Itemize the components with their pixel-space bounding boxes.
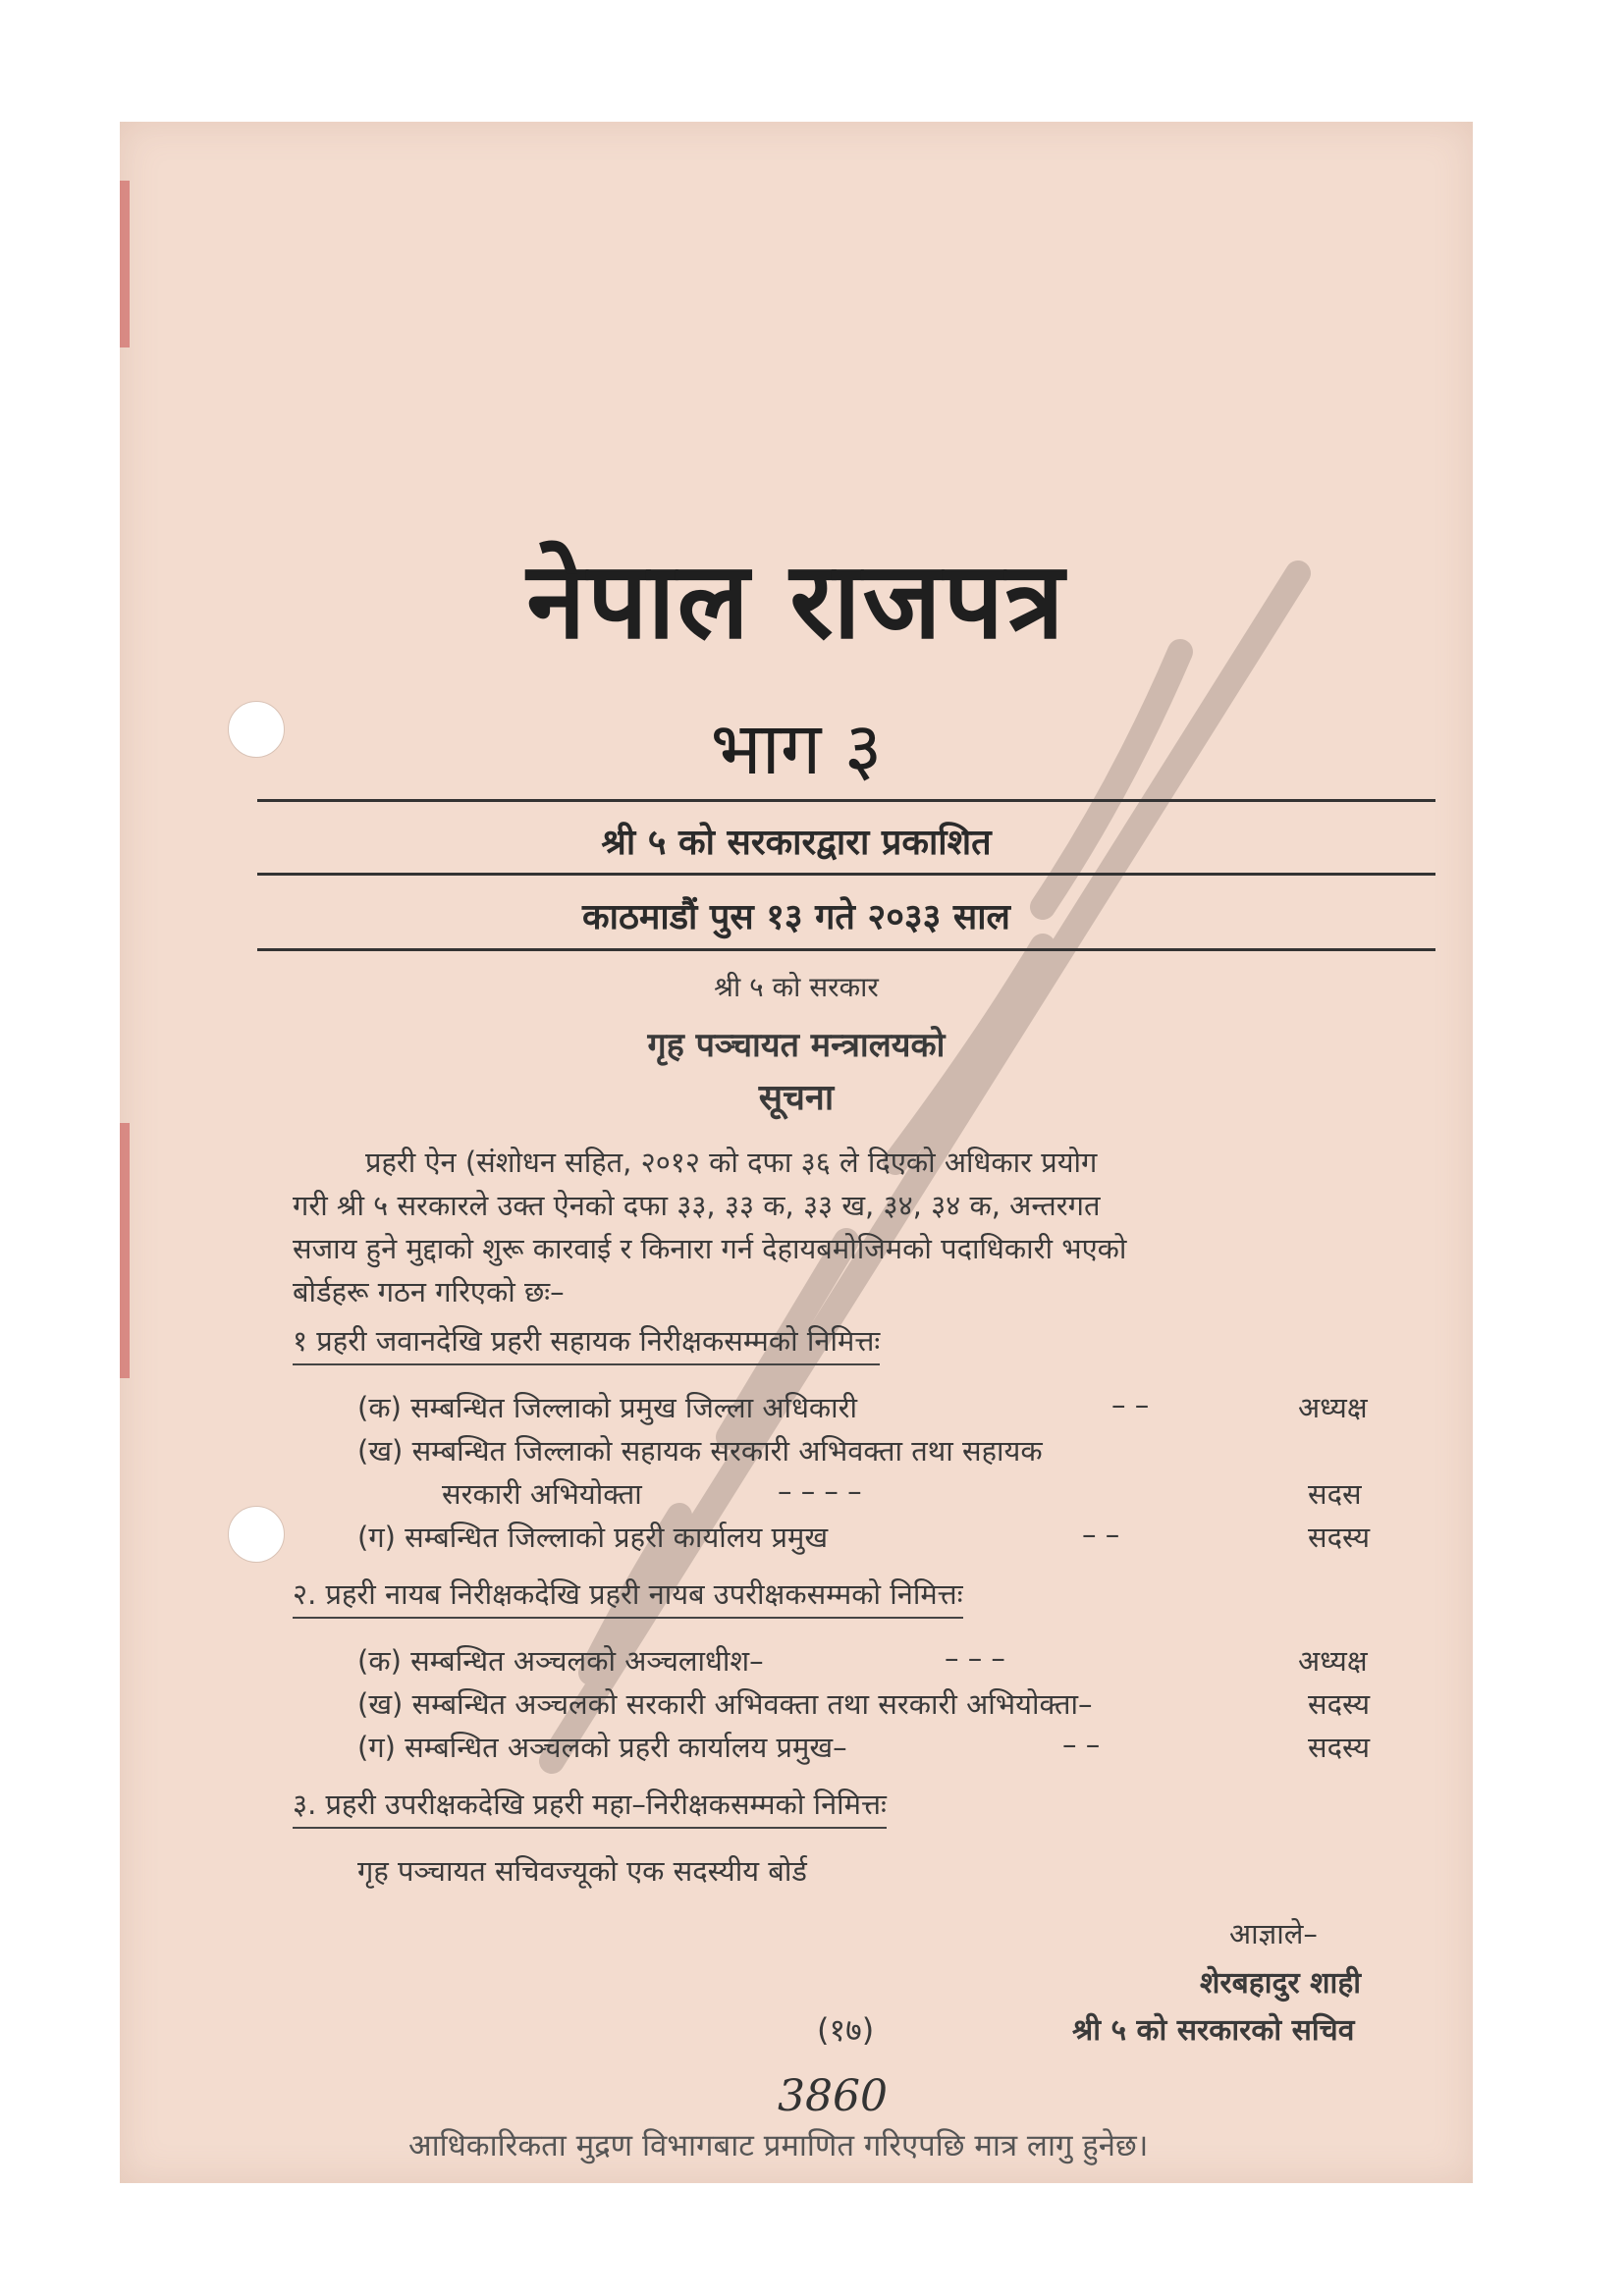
intro-line: सजाय हुने मुद्दाको शुरू कारवाई र किनारा गर्न देहायबमोजिमको पदाधिकारी भएको [293, 1232, 1127, 1265]
list-item: (ग) सम्बन्धित अञ्चलको प्रहरी कार्यालय प्रमुख– [357, 1731, 847, 1764]
list-dashes: – – [1062, 1728, 1101, 1761]
divider [257, 948, 1435, 951]
list-dashes: – – [1111, 1388, 1150, 1421]
list-item: सरकारी अभियोक्ता [442, 1477, 642, 1511]
list-item: (क) सम्बन्धित जिल्लाको प्रमुख जिल्ला अधिकारी [357, 1391, 858, 1424]
section-heading: २. प्रहरी नायब निरीक्षकदेखि प्रहरी नायब उपरीक्षकसम्मको निमित्तः [293, 1575, 963, 1619]
authentication-footer: आधिकारिकता मुद्रण विभागबाट प्रमाणित गरिएपछि मात्र लागु हुनेछ। [408, 2128, 1149, 2163]
section-heading: ३. प्रहरी उपरीक्षकदेखि प्रहरी महा–निरीक्षकसम्मको निमित्तः [293, 1785, 887, 1829]
section-heading: १ प्रहरी जवानदेखि प्रहरी सहायक निरीक्षकसम्मको निमित्तः [293, 1321, 880, 1365]
intro-line: बोर्डहरू गठन गरिएको छः– [293, 1275, 565, 1308]
signatory-designation: श्री ५ को सरकारको सचिव [1072, 2013, 1355, 2048]
divider [257, 799, 1435, 802]
role-label: सदस [1308, 1477, 1362, 1511]
by-order-label: आज्ञाले– [1229, 1917, 1318, 1950]
divider [257, 873, 1435, 876]
role-label: सदस्य [1308, 1687, 1371, 1721]
signatory-name: शेरबहादुर शाही [1200, 1966, 1362, 2001]
published-by: श्री ५ को सरकारद्वारा प्रकाशित [601, 823, 992, 863]
gazette-part: भाग ३ [710, 707, 883, 791]
govt-label: श्री ५ को सरकार [714, 971, 879, 1003]
role-label: सदस्य [1308, 1521, 1371, 1554]
list-item: (ख) सम्बन्धित जिल्लाको सहायक सरकारी अभिवक्ता तथा सहायक [357, 1434, 1043, 1468]
gazette-page [120, 122, 1473, 2183]
handwritten-number: 3860 [778, 2071, 888, 2121]
list-item: (ग) सम्बन्धित जिल्लाको प्रहरी कार्यालय प्रमुख [357, 1521, 829, 1554]
notice-heading: सूचना [758, 1078, 835, 1118]
role-label: अध्यक्ष [1298, 1391, 1368, 1424]
page-number: (१७) [817, 2011, 875, 2049]
list-item: (ख) सम्बन्धित अञ्चलको सरकारी अभिवक्ता तथा सरकारी अभियोक्ता– [357, 1687, 1093, 1721]
role-label: अध्यक्ष [1298, 1644, 1368, 1678]
dateline: काठमाडौं पुस १३ गते २०३३ साल [582, 897, 1010, 937]
list-item: (क) सम्बन्धित अञ्चलको अञ्चलाधीश– [357, 1644, 764, 1678]
gazette-title: नेपाल राजपत्र [526, 540, 1066, 663]
list-item: गृह पञ्चायत सचिवज्यूको एक सदस्यीय बोर्ड [357, 1854, 807, 1888]
list-dashes: – – [1082, 1518, 1120, 1551]
list-dashes: – – – – [778, 1474, 862, 1508]
list-dashes: – – – [945, 1641, 1005, 1675]
intro-line: प्रहरी ऐन (संशोधन सहित, २०१२ को दफा ३६ ले दिएको अधिकार प्रयोग [365, 1146, 1098, 1179]
role-label: सदस्य [1308, 1731, 1371, 1764]
punch-hole [228, 1506, 285, 1563]
intro-line: गरी श्री ५ सरकारले उक्त ऐनको दफा ३३, ३३ क, ३३ ख, ३४, ३४ क, अन्तरगत [293, 1189, 1101, 1222]
ministry-label: गृह पञ्चायत मन्त्रालयको [647, 1026, 946, 1065]
edge-stain [120, 181, 130, 347]
edge-stain [120, 1123, 130, 1378]
